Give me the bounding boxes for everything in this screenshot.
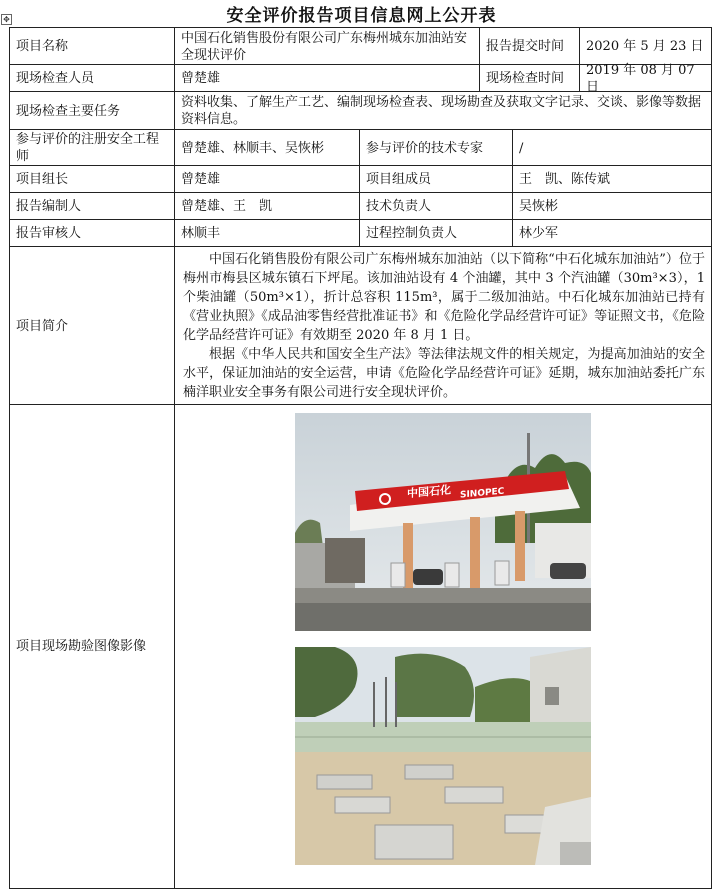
label-intro: 项目简介	[9, 247, 174, 405]
value-leader: 曾楚雄	[174, 166, 359, 193]
move-handle-icon[interactable]: ✥	[1, 14, 12, 25]
value-tasks: 资料收集、了解生产工艺、编制现场检查表、现场勘查及获取文字记录、交谈、影像等数据资料信息。	[174, 92, 712, 130]
value-reviewer: 林顺丰	[174, 220, 359, 247]
row-engineers	[9, 129, 712, 166]
value-inspect-time: 2019 年 08 月 07 日	[579, 65, 712, 92]
label-process-lead: 过程控制负责人	[359, 220, 512, 247]
value-intro	[174, 247, 712, 405]
row-inspectors	[9, 62, 712, 95]
sign-cn: 中国石化	[407, 483, 451, 501]
label-experts: 参与评价的技术专家	[359, 130, 512, 166]
label-submit-time: 报告提交时间	[479, 28, 579, 65]
label-reviewer: 报告审核人	[9, 220, 174, 247]
label-inspect-time: 现场检查时间	[479, 65, 579, 92]
label-editors: 报告编制人	[9, 193, 174, 220]
label-photos: 项目现场勘验图像影像	[9, 405, 174, 888]
row-leader	[9, 165, 712, 193]
row-reviewer	[9, 219, 712, 247]
intro-paragraph-1: 中国石化销售股份有限公司广东梅州城东加油站（以下简称“中石化城东加油站”）位于梅州市梅县区城东镇石下坪尾。该加油站设有 4 个油罐，其中 3 个汽油罐（30m³×3），1 个柴油罐（50m³×1），折计总容积 115m³，属于二级加油站。中石化城东加油站已持有《营业执照》《成品油零售经营批准证书》和《危险化学品经营许可证》等证照文书，《危险化学品经营许可证》有效期至 2020 年 8 月 1 日。	[183, 252, 705, 343]
gas-station-photo	[295, 413, 591, 631]
value-experts: /	[512, 130, 712, 166]
value-engineers: 曾楚雄、林顺丰、吴恢彬	[174, 130, 359, 166]
page-title: 安全评价报告项目信息网上公开表	[226, 6, 497, 26]
label-members: 项目组成员	[359, 166, 512, 193]
label-inspectors: 现场检查人员	[9, 65, 174, 92]
tank-area-photo	[295, 647, 591, 865]
value-process-lead: 林少军	[512, 220, 712, 247]
label-project-name: 项目名称	[9, 28, 174, 65]
value-inspectors: 曾楚雄	[174, 65, 479, 92]
value-tech-lead: 吴恢彬	[512, 193, 712, 220]
intro-paragraph-2: 根据《中华人民共和国安全生产法》等法律法规文件的相关规定，为提高加油站的安全水平，保证加油站的安全运营，申请《危险化学品经营许可证》延期，城东加油站委托广东楠洋职业安全事务有限公司进行安全现状评价。	[183, 347, 705, 400]
row-photos	[9, 404, 712, 889]
sign-en: SINOPEC	[460, 486, 505, 501]
value-project-name: 中国石化销售股份有限公司广东梅州城东加油站安全现状评价	[174, 28, 479, 65]
label-engineers: 参与评价的注册安全工程师	[9, 130, 174, 166]
label-leader: 项目组长	[9, 166, 174, 193]
photos-cell	[174, 405, 712, 888]
label-tasks: 现场检查主要任务	[9, 92, 174, 130]
row-intro	[9, 246, 712, 405]
label-tech-lead: 技术负责人	[359, 193, 512, 220]
value-members: 王 凯、陈传斌	[512, 166, 712, 193]
row-editors	[9, 192, 712, 220]
value-editors: 曾楚雄、王 凯	[174, 193, 359, 220]
value-submit-time: 2020 年 5 月 23 日	[579, 28, 712, 65]
row-tasks	[9, 91, 712, 130]
row-project-name	[9, 27, 712, 65]
